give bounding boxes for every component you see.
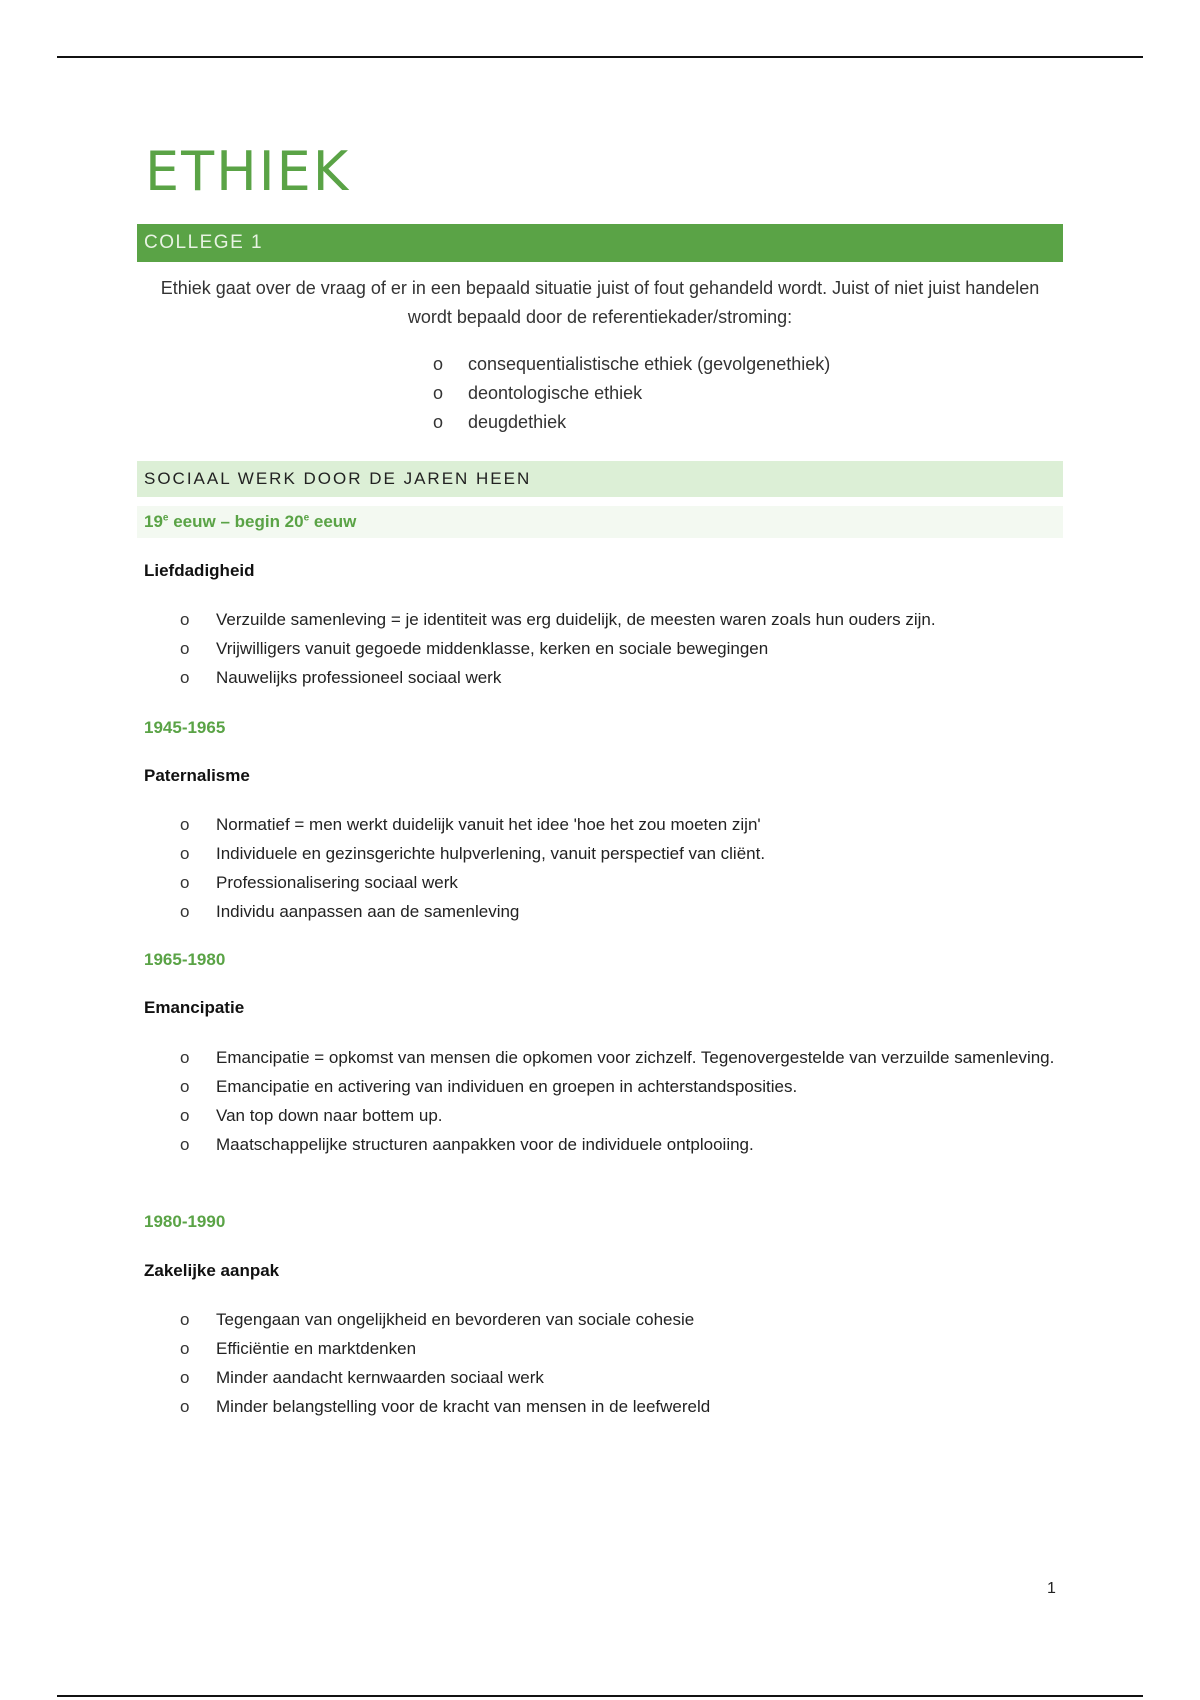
bullet-icon: o [180, 1339, 190, 1358]
list-item: o deontologische ethiek [433, 379, 830, 408]
bullet-icon: o [180, 1397, 190, 1416]
bullet-icon: o [180, 668, 190, 687]
list-item: o Efficiëntie en marktdenken [180, 1334, 1060, 1363]
footer-rule [57, 1695, 1143, 1697]
bullet-icon: o [433, 412, 444, 432]
period-list [180, 810, 1060, 926]
list-item: o Minder aandacht kernwaarden sociaal werk [180, 1363, 1060, 1392]
bullet-icon: o [180, 1368, 190, 1387]
intro-paragraph: Ethiek gaat over de vraag of er in een bepaald situatie juist of fout gehandeld wordt. Juist of niet juist handelen wordt bepaald door de referentiekader/stroming: [160, 278, 1040, 327]
list-item: o Professionalisering sociaal werk [180, 868, 1060, 897]
bullet-icon: o [180, 815, 190, 834]
bullet-icon: o [180, 639, 190, 658]
bullet-icon: o [180, 902, 190, 921]
bullet-icon: o [180, 1106, 190, 1125]
bullet-icon: o [180, 873, 190, 892]
period-list [180, 1043, 1060, 1159]
bullet-icon: o [433, 383, 444, 403]
bullet-icon: o [180, 610, 190, 629]
period-list [180, 1305, 1060, 1421]
list-item: o Emancipatie = opkomst van mensen die opkomen voor zichzelf. Tegenovergestelde van verzuilde samenleving. [180, 1043, 1060, 1072]
list-item: o Maatschappelijke structuren aanpakken voor de individuele ontplooiing. [180, 1130, 1060, 1159]
list-item: o Nauwelijks professioneel sociaal werk [180, 663, 1060, 692]
document-title: ETHIEK [145, 140, 351, 203]
bullet-icon: o [180, 1048, 190, 1067]
bullet-icon: o [180, 844, 190, 863]
college-heading: COLLEGE 1 [137, 224, 1063, 262]
list-item: o Minder belangstelling voor de kracht van mensen in de leefwereld [180, 1392, 1060, 1421]
era-heading: 1980-1990 [144, 1212, 226, 1231]
list-item: o Vrijwilligers vanuit gegoede middenklasse, kerken en sociale bewegingen [180, 634, 1060, 663]
section-heading: SOCIAAL WERK DOOR DE JAREN HEEN [137, 461, 1063, 497]
period-heading: Paternalisme [144, 766, 250, 785]
period-heading: Liefdadigheid [144, 561, 255, 580]
list-item: o consequentialistische ethiek (gevolgenethiek) [433, 350, 830, 379]
bullet-icon: o [180, 1077, 190, 1096]
era-heading: 19e eeuw – begin 20e eeuw [144, 512, 357, 531]
list-item: o Tegengaan van ongelijkheid en bevorderen van sociale cohesie [180, 1305, 1060, 1334]
bullet-icon: o [433, 354, 444, 374]
list-item: o Van top down naar bottem up. [180, 1101, 1060, 1130]
list-item: o Verzuilde samenleving = je identiteit was erg duidelijk, de meesten waren zoals hun ouders zijn. [180, 605, 1060, 634]
header-rule [57, 56, 1143, 58]
period-list [180, 605, 1060, 692]
list-item: o Emancipatie en activering van individuen en groepen in achterstandsposities. [180, 1072, 1060, 1101]
list-item: o Normatief = men werkt duidelijk vanuit het idee 'hoe het zou moeten zijn' [180, 810, 1060, 839]
era-heading: 1965-1980 [144, 950, 226, 969]
period-heading: Zakelijke aanpak [144, 1261, 280, 1280]
era-heading: 1945-1965 [144, 718, 226, 737]
streams-list [433, 350, 830, 437]
bullet-icon: o [180, 1135, 190, 1154]
list-item: o deugdethiek [433, 408, 830, 437]
period-heading: Emancipatie [144, 998, 245, 1017]
page-number: 1 [1047, 1580, 1056, 1597]
bullet-icon: o [180, 1310, 190, 1329]
list-item: o Individuele en gezinsgerichte hulpverlening, vanuit perspectief van cliënt. [180, 839, 1060, 868]
list-item: o Individu aanpassen aan de samenleving [180, 897, 1060, 926]
